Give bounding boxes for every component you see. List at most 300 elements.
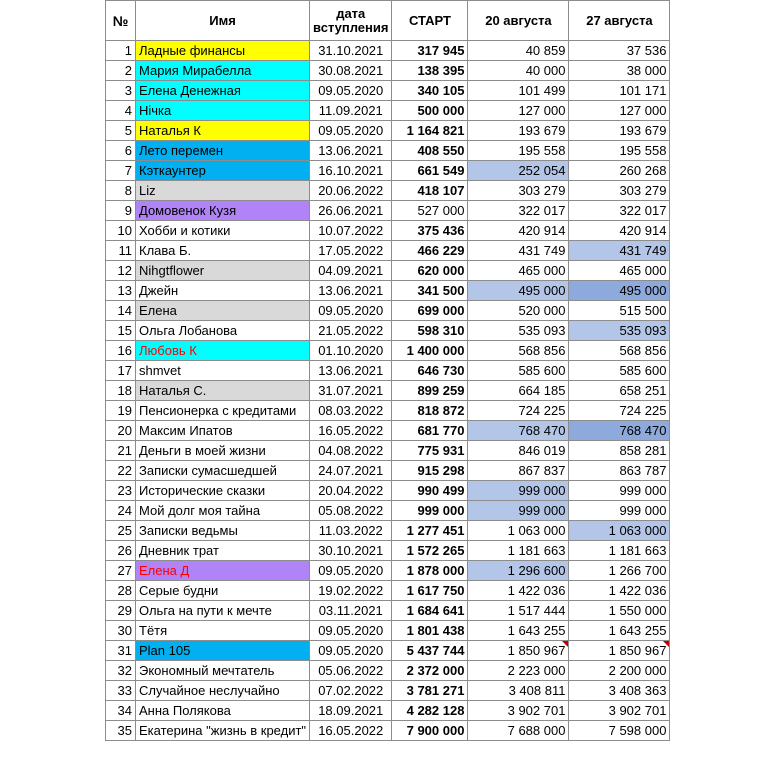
cell-join-date[interactable] — [310, 181, 392, 201]
col-header-aug27[interactable]: 27 августа — [569, 1, 670, 41]
cell-start[interactable] — [392, 641, 468, 661]
cell-name-text: Liz — [139, 183, 156, 198]
cell-aug20-text: 585 600 — [518, 363, 566, 378]
cell-name[interactable] — [136, 681, 310, 701]
cell-join-date[interactable] — [310, 461, 392, 481]
cell-aug20-text: 768 470 — [518, 423, 566, 438]
cell-start[interactable] — [392, 161, 468, 181]
cell-name-text: Екатерина "жизнь в кредит" — [139, 723, 307, 738]
cell-name[interactable] — [136, 541, 310, 561]
table-row — [106, 221, 670, 241]
cell-aug27-text: 495 000 — [619, 283, 667, 298]
cell-name[interactable] — [136, 481, 310, 501]
cell-name-text: Пенсионерка с кредитами — [139, 403, 297, 418]
cell-start[interactable] — [392, 61, 468, 81]
cell-aug27[interactable] — [569, 81, 670, 101]
col-header-start[interactable]: СТАРТ — [392, 1, 468, 41]
cell-aug20-text: 40 859 — [525, 43, 566, 58]
col-header-name[interactable]: Имя — [136, 1, 310, 41]
cell-aug20-text: 495 000 — [518, 283, 566, 298]
cell-aug27-text: 1 422 036 — [608, 583, 667, 598]
cell-number[interactable] — [106, 41, 136, 61]
cell-number-text: 2 — [124, 63, 132, 78]
cell-aug27[interactable] — [569, 421, 670, 441]
cell-name[interactable] — [136, 81, 310, 101]
cell-join-date[interactable] — [310, 321, 392, 341]
cell-aug20[interactable] — [468, 401, 569, 421]
cell-number-text: 18 — [117, 383, 132, 398]
cell-start-text: 341 500 — [417, 283, 465, 298]
cell-number-text: 1 — [124, 43, 132, 58]
cell-aug20[interactable] — [468, 341, 569, 361]
cell-aug20[interactable] — [468, 261, 569, 281]
cell-aug27[interactable] — [569, 561, 670, 581]
cell-name[interactable] — [136, 301, 310, 321]
cell-start-text: 899 259 — [417, 383, 465, 398]
cell-join-date[interactable] — [310, 281, 392, 301]
cell-number[interactable] — [106, 281, 136, 301]
cell-start[interactable] — [392, 341, 468, 361]
cell-aug20[interactable] — [468, 461, 569, 481]
cell-name-text: Записки сумасшедшей — [139, 463, 277, 478]
cell-name[interactable] — [136, 661, 310, 681]
cell-aug27[interactable] — [569, 521, 670, 541]
cell-start[interactable] — [392, 541, 468, 561]
cell-aug20[interactable] — [468, 61, 569, 81]
cell-join-date-text: 03.11.2021 — [318, 603, 383, 618]
cell-aug27[interactable] — [569, 501, 670, 521]
cell-join-date[interactable] — [310, 41, 392, 61]
cell-start-text: 915 298 — [417, 463, 465, 478]
cell-number[interactable] — [106, 261, 136, 281]
cell-aug27[interactable] — [569, 321, 670, 341]
cell-aug27[interactable] — [569, 601, 670, 621]
cell-aug20-text: 1 422 036 — [507, 583, 566, 598]
cell-aug20[interactable] — [468, 181, 569, 201]
cell-aug20-text: 195 558 — [518, 143, 566, 158]
table-row — [106, 201, 670, 221]
cell-name-text: Серые будни — [139, 583, 219, 598]
cell-number[interactable] — [106, 681, 136, 701]
cell-number[interactable] — [106, 501, 136, 521]
cell-aug27[interactable] — [569, 281, 670, 301]
cell-aug20-text: 420 914 — [518, 223, 566, 238]
cell-join-date[interactable] — [310, 261, 392, 281]
cell-aug27[interactable] — [569, 581, 670, 601]
cell-aug27[interactable] — [569, 41, 670, 61]
cell-name[interactable] — [136, 461, 310, 481]
cell-join-date[interactable] — [310, 661, 392, 681]
cell-start[interactable] — [392, 401, 468, 421]
cell-join-date-text: 08.03.2022 — [318, 403, 384, 418]
cell-name-text: Nihgtflower — [139, 263, 205, 278]
cell-number[interactable] — [106, 181, 136, 201]
cell-join-date[interactable] — [310, 101, 392, 121]
cell-number[interactable] — [106, 661, 136, 681]
cell-aug27[interactable] — [569, 441, 670, 461]
cell-start[interactable] — [392, 241, 468, 261]
cell-name[interactable] — [136, 401, 310, 421]
cell-number-text: 16 — [117, 343, 132, 358]
cell-name[interactable] — [136, 521, 310, 541]
cell-start[interactable] — [392, 561, 468, 581]
cell-start[interactable] — [392, 441, 468, 461]
cell-aug20[interactable] — [468, 681, 569, 701]
cell-start[interactable] — [392, 181, 468, 201]
cell-aug20[interactable] — [468, 721, 569, 741]
cell-number[interactable] — [106, 301, 136, 321]
cell-number[interactable] — [106, 401, 136, 421]
cell-aug27-text: 193 679 — [619, 123, 667, 138]
cell-aug27-text: 999 000 — [619, 503, 667, 518]
cell-number[interactable] — [106, 201, 136, 221]
cell-number[interactable] — [106, 161, 136, 181]
cell-start-text: 1 400 000 — [406, 343, 465, 358]
header-row — [106, 1, 670, 41]
cell-aug27-text: 768 470 — [619, 423, 667, 438]
cell-join-date[interactable] — [310, 601, 392, 621]
cell-aug27-text: 724 225 — [619, 403, 667, 418]
cell-join-date-text: 18.09.2021 — [318, 703, 384, 718]
cell-join-date[interactable] — [310, 201, 392, 221]
cell-join-date[interactable] — [310, 621, 392, 641]
cell-name-text: Мой долг моя тайна — [139, 503, 261, 518]
table-row — [106, 441, 670, 461]
cell-number[interactable] — [106, 521, 136, 541]
cell-aug20[interactable] — [468, 221, 569, 241]
cell-aug27[interactable] — [569, 701, 670, 721]
cell-start[interactable] — [392, 261, 468, 281]
cell-start[interactable] — [392, 421, 468, 441]
cell-aug27[interactable] — [569, 241, 670, 261]
cell-start[interactable] — [392, 141, 468, 161]
cell-join-date[interactable] — [310, 241, 392, 261]
cell-aug27[interactable] — [569, 361, 670, 381]
cell-number[interactable] — [106, 381, 136, 401]
cell-aug20[interactable] — [468, 521, 569, 541]
cell-join-date[interactable] — [310, 401, 392, 421]
cell-number-text: 32 — [117, 663, 132, 678]
cell-aug27[interactable] — [569, 541, 670, 561]
cell-number[interactable] — [106, 121, 136, 141]
cell-number[interactable] — [106, 221, 136, 241]
cell-join-date-text: 13.06.2021 — [318, 363, 384, 378]
cell-aug27[interactable] — [569, 201, 670, 221]
cell-aug20[interactable] — [468, 541, 569, 561]
cell-start[interactable] — [392, 321, 468, 341]
cell-aug27[interactable] — [569, 181, 670, 201]
cell-aug27[interactable] — [569, 461, 670, 481]
cell-number[interactable] — [106, 461, 136, 481]
table-row — [106, 701, 670, 721]
cell-aug20-text: 3 408 811 — [508, 683, 566, 698]
cell-start[interactable] — [392, 81, 468, 101]
table-row — [106, 101, 670, 121]
cell-number[interactable] — [106, 101, 136, 121]
cell-number-text: 9 — [124, 203, 132, 218]
cell-aug20[interactable] — [468, 421, 569, 441]
cell-join-date[interactable] — [310, 501, 392, 521]
cell-join-date[interactable] — [310, 641, 392, 661]
cell-start[interactable] — [392, 101, 468, 121]
cell-name[interactable] — [136, 641, 310, 661]
col-header-aug20[interactable]: 20 августа — [468, 1, 569, 41]
cell-name[interactable] — [136, 621, 310, 641]
cell-aug20-text: 303 279 — [518, 183, 566, 198]
cell-aug20[interactable] — [468, 81, 569, 101]
cell-name[interactable] — [136, 261, 310, 281]
cell-start[interactable] — [392, 301, 468, 321]
cell-join-date[interactable] — [310, 581, 392, 601]
cell-number[interactable] — [106, 241, 136, 261]
cell-start-text: 646 730 — [417, 363, 465, 378]
cell-join-date[interactable] — [310, 221, 392, 241]
cell-number[interactable] — [106, 561, 136, 581]
cell-join-date-text: 20.06.2022 — [318, 183, 384, 198]
cell-aug20[interactable] — [468, 581, 569, 601]
cell-join-date[interactable] — [310, 481, 392, 501]
cell-aug27[interactable] — [569, 721, 670, 741]
table-row — [106, 601, 670, 621]
table-row — [106, 381, 670, 401]
cell-join-date[interactable] — [310, 341, 392, 361]
cell-aug20[interactable] — [468, 381, 569, 401]
cell-name[interactable] — [136, 501, 310, 521]
cell-aug20[interactable] — [468, 281, 569, 301]
cell-name[interactable] — [136, 381, 310, 401]
cell-name[interactable] — [136, 341, 310, 361]
cell-name[interactable] — [136, 121, 310, 141]
cell-start[interactable] — [392, 661, 468, 681]
cell-aug20[interactable] — [468, 321, 569, 341]
cell-name[interactable] — [136, 601, 310, 621]
cell-aug20-text: 664 185 — [518, 383, 566, 398]
cell-number[interactable] — [106, 581, 136, 601]
cell-aug27[interactable] — [569, 101, 670, 121]
cell-aug20[interactable] — [468, 161, 569, 181]
cell-name[interactable] — [136, 701, 310, 721]
cell-aug20[interactable] — [468, 121, 569, 141]
cell-start-text: 418 107 — [417, 183, 465, 198]
cell-name[interactable] — [136, 101, 310, 121]
cell-aug20[interactable] — [468, 481, 569, 501]
cell-aug20[interactable] — [468, 141, 569, 161]
cell-start[interactable] — [392, 681, 468, 701]
table-row — [106, 41, 670, 61]
cell-aug20-text: 40 000 — [525, 63, 566, 78]
cell-start[interactable] — [392, 581, 468, 601]
cell-start[interactable] — [392, 621, 468, 641]
cell-number[interactable] — [106, 81, 136, 101]
table-row — [106, 261, 670, 281]
cell-aug20[interactable] — [468, 241, 569, 261]
cell-name[interactable] — [136, 421, 310, 441]
cell-aug27[interactable] — [569, 481, 670, 501]
cell-aug20[interactable] — [468, 301, 569, 321]
cell-aug27[interactable] — [569, 381, 670, 401]
cell-join-date[interactable] — [310, 681, 392, 701]
cell-aug20-text: 1 643 255 — [507, 623, 566, 638]
cell-aug20[interactable] — [468, 361, 569, 381]
cell-number[interactable] — [106, 341, 136, 361]
cell-start-text: 999 000 — [417, 503, 465, 518]
cell-name-text: Максим Ипатов — [139, 423, 233, 438]
cell-join-date[interactable] — [310, 301, 392, 321]
table-row — [106, 581, 670, 601]
cell-number[interactable] — [106, 541, 136, 561]
cell-start[interactable] — [392, 381, 468, 401]
cell-number-text: 5 — [124, 123, 132, 138]
cell-aug20[interactable] — [468, 101, 569, 121]
cell-aug20[interactable] — [468, 701, 569, 721]
cell-aug20-text: 193 679 — [518, 123, 566, 138]
cell-aug27[interactable] — [569, 301, 670, 321]
cell-join-date-text: 16.05.2022 — [318, 423, 384, 438]
cell-aug27-text: 101 171 — [619, 83, 667, 98]
cell-aug20[interactable] — [468, 501, 569, 521]
cell-join-date-text: 11.03.2022 — [318, 523, 383, 538]
cell-start[interactable] — [392, 41, 468, 61]
cell-number[interactable] — [106, 481, 136, 501]
cell-name[interactable] — [136, 201, 310, 221]
cell-number[interactable] — [106, 641, 136, 661]
cell-name[interactable] — [136, 441, 310, 461]
table-row — [106, 301, 670, 321]
cell-join-date[interactable] — [310, 421, 392, 441]
cell-join-date[interactable] — [310, 141, 392, 161]
col-header-join-date[interactable]: дата вступления — [310, 1, 392, 41]
cell-name[interactable] — [136, 281, 310, 301]
cell-aug20[interactable] — [468, 641, 569, 661]
comment-marker-icon[interactable] — [562, 641, 568, 647]
cell-join-date[interactable] — [310, 121, 392, 141]
cell-number[interactable] — [106, 361, 136, 381]
cell-aug27[interactable] — [569, 401, 670, 421]
cell-aug20[interactable] — [468, 621, 569, 641]
col-header-number[interactable]: № — [106, 1, 136, 41]
cell-name[interactable] — [136, 581, 310, 601]
cell-number[interactable] — [106, 601, 136, 621]
cell-start[interactable] — [392, 701, 468, 721]
cell-start-text: 1 684 641 — [406, 603, 465, 618]
cell-number[interactable] — [106, 441, 136, 461]
table-row — [106, 661, 670, 681]
cell-start[interactable] — [392, 461, 468, 481]
cell-aug27[interactable] — [569, 161, 670, 181]
cell-join-date-text: 20.04.2022 — [318, 483, 384, 498]
cell-name[interactable] — [136, 241, 310, 261]
cell-join-date[interactable] — [310, 521, 392, 541]
cell-join-date[interactable] — [310, 161, 392, 181]
comment-marker-icon[interactable] — [663, 641, 669, 647]
cell-number[interactable] — [106, 321, 136, 341]
cell-start[interactable] — [392, 481, 468, 501]
cell-start[interactable] — [392, 501, 468, 521]
cell-name[interactable] — [136, 141, 310, 161]
cell-aug20-text: 520 000 — [518, 303, 566, 318]
cell-number-text: 12 — [117, 263, 132, 278]
cell-join-date-text: 30.10.2021 — [318, 543, 384, 558]
cell-aug27[interactable] — [569, 121, 670, 141]
cell-aug27-text: 7 598 000 — [608, 723, 667, 738]
cell-start[interactable] — [392, 601, 468, 621]
cell-join-date[interactable] — [310, 541, 392, 561]
cell-name[interactable] — [136, 181, 310, 201]
cell-name[interactable] — [136, 41, 310, 61]
cell-join-date[interactable] — [310, 721, 392, 741]
cell-name[interactable] — [136, 221, 310, 241]
cell-aug27-text: 535 093 — [619, 323, 667, 338]
cell-aug27[interactable] — [569, 261, 670, 281]
cell-number[interactable] — [106, 621, 136, 641]
cell-join-date[interactable] — [310, 61, 392, 81]
cell-join-date[interactable] — [310, 701, 392, 721]
cell-join-date[interactable] — [310, 381, 392, 401]
cell-start[interactable] — [392, 721, 468, 741]
cell-number-text: 17 — [117, 363, 132, 378]
cell-aug27[interactable] — [569, 61, 670, 81]
cell-aug27[interactable] — [569, 221, 670, 241]
cell-start[interactable] — [392, 281, 468, 301]
cell-number[interactable] — [106, 61, 136, 81]
cell-number-text: 7 — [124, 163, 132, 178]
cell-number[interactable] — [106, 701, 136, 721]
cell-number[interactable] — [106, 421, 136, 441]
cell-number[interactable] — [106, 141, 136, 161]
cell-start[interactable] — [392, 201, 468, 221]
cell-aug27[interactable] — [569, 341, 670, 361]
cell-name[interactable] — [136, 361, 310, 381]
cell-join-date[interactable] — [310, 361, 392, 381]
cell-start[interactable] — [392, 361, 468, 381]
cell-start-text: 1 801 438 — [406, 623, 465, 638]
cell-aug27[interactable] — [569, 621, 670, 641]
cell-number-text: 23 — [117, 483, 132, 498]
cell-join-date-text: 09.05.2020 — [318, 643, 384, 658]
cell-aug20[interactable] — [468, 561, 569, 581]
cell-aug20[interactable] — [468, 661, 569, 681]
cell-start[interactable] — [392, 221, 468, 241]
cell-aug20[interactable] — [468, 441, 569, 461]
cell-name-text: Мария Мирабелла — [139, 63, 252, 78]
cell-number-text: 34 — [117, 703, 132, 718]
cell-aug27-text: 858 281 — [619, 443, 667, 458]
cell-name[interactable] — [136, 321, 310, 341]
cell-aug20[interactable] — [468, 601, 569, 621]
cell-name[interactable] — [136, 161, 310, 181]
cell-join-date[interactable] — [310, 81, 392, 101]
cell-aug20[interactable] — [468, 41, 569, 61]
cell-start-text: 138 395 — [417, 63, 465, 78]
cell-aug27[interactable] — [569, 141, 670, 161]
table-row — [106, 61, 670, 81]
cell-aug27-text: 1 643 255 — [608, 623, 667, 638]
cell-number[interactable] — [106, 721, 136, 741]
cell-aug20[interactable] — [468, 201, 569, 221]
cell-name[interactable] — [136, 721, 310, 741]
cell-aug27[interactable] — [569, 661, 670, 681]
cell-aug27[interactable] — [569, 641, 670, 661]
cell-start-text: 2 372 000 — [406, 663, 465, 678]
cell-aug27[interactable] — [569, 681, 670, 701]
cell-join-date[interactable] — [310, 441, 392, 461]
cell-start[interactable] — [392, 521, 468, 541]
cell-start[interactable] — [392, 121, 468, 141]
cell-name[interactable] — [136, 61, 310, 81]
cell-join-date[interactable] — [310, 561, 392, 581]
cell-number-text: 20 — [117, 423, 132, 438]
cell-name[interactable] — [136, 561, 310, 581]
